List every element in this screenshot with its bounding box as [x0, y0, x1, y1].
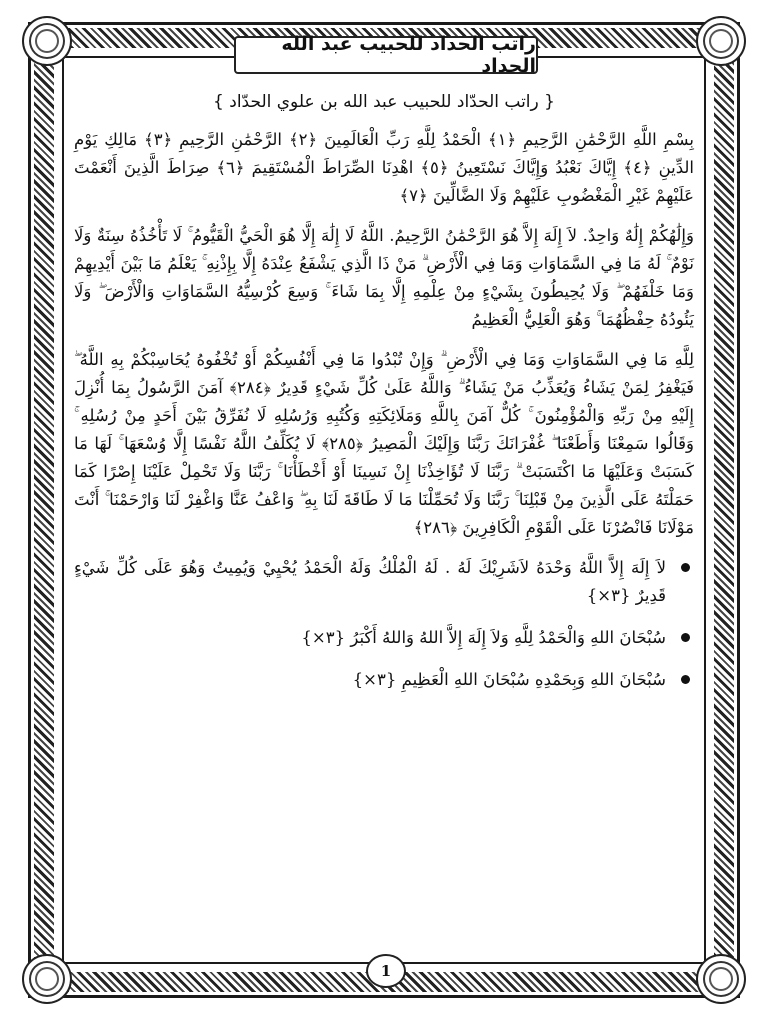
list-item	[74, 554, 694, 610]
corner-ornament-icon	[22, 954, 72, 1004]
fatiha-paragraph: بِسْمِ اللَّهِ الرَّحْمَٰنِ الرَّحِيمِ ﴿١﴾ الْحَمْدُ لِلَّهِ رَبِّ الْعَالَمِينَ ﴿٢﴾ الرَّحْمَٰنِ الرَّحِيمِ ﴿٣﴾ مَالِكِ يَوْمِ الدِّينِ ﴿٤﴾ إِيَّاكَ نَعْبُدُ وَإِيَّاكَ نَسْتَعِينُ ﴿٥﴾ اهْدِنَا الصِّرَاطَ الْمُسْتَقِيمَ ﴿٦﴾ صِرَاطَ الَّذِينَ أَنْعَمْتَ عَلَيْهِمْ غَيْرِ الْمَغْضُوبِ عَلَيْهِمْ وَلَا الضَّالِّينَ ﴿٧﴾	[74, 130, 694, 205]
baqarah-end-paragraph: لِلَّهِ مَا فِي السَّمَاوَاتِ وَمَا فِي الْأَرْضِ ۗ وَإِنْ تُبْدُوا مَا فِي أَنْفُسِكُمْ أَوْ تُخْفُوهُ يُحَاسِبْكُمْ بِهِ اللَّهُ ۖ فَيَغْفِرُ لِمَنْ يَشَاءُ وَيُعَذِّبُ مَنْ يَشَاءُ ۗ وَاللَّهُ عَلَىٰ كُلِّ شَيْءٍ قَدِيرٌ ﴿٢٨٤﴾ آمَنَ الرَّسُولُ بِمَا أُنْزِلَ إِلَيْهِ مِنْ رَبِّهِ وَالْمُؤْمِنُونَ ۚ كُلٌّ آمَنَ بِاللَّهِ وَمَلَائِكَتِهِ وَكُتُبِهِ وَرُسُلِهِ لَا نُفَرِّقُ بَيْنَ أَحَدٍ مِنْ رُسُلِهِ ۚ وَقَالُوا سَمِعْنَا وَأَطَعْنَا ۖ غُفْرَانَكَ رَبَّنَا وَإِلَيْكَ الْمَصِيرُ ﴿٢٨٥﴾ لَا يُكَلِّفُ اللَّهُ نَفْسًا إِلَّا وُسْعَهَا ۚ لَهَا مَا كَسَبَتْ وَعَلَيْهَا مَا اكْتَسَبَتْ ۗ رَبَّنَا لَا تُؤَاخِذْنَا إِنْ نَسِينَا أَوْ أَخْطَأْنَا ۚ رَبَّنَا وَلَا تَحْمِلْ عَلَيْنَا إِصْرًا كَمَا حَمَلْتَهُ عَلَى الَّذِينَ مِنْ قَبْلِنَا ۚ رَبَّنَا وَلَا تُحَمِّلْنَا مَا لَا طَاقَةَ لَنَا بِهِ ۖ وَاعْفُ عَنَّا وَاغْفِرْ لَنَا وَارْحَمْنَا ۚ أَنْتَ مَوْلَانَا فَانْصُرْنَا عَلَى الْقَوْمِ الْكَافِرِينَ ﴿٢٨٦﴾	[74, 350, 694, 537]
document-body	[74, 88, 694, 948]
ayat-kursi-paragraph: وَإِلَٰهُكُمْ إِلَٰهٌ وَاحِدٌ. لاَ إِلَهَ إِلاَّ هُوَ الرَّحْمَٰنُ الرَّحِيمُ. اللَّهُ لَا إِلَٰهَ إِلَّا هُوَ الْحَيُّ الْقَيُّومُ ۚ لَا تَأْخُذُهُ سِنَةٌ وَلَا نَوْمٌ ۚ لَهُ مَا فِي السَّمَاوَاتِ وَمَا فِي الْأَرْضِ ۗ مَنْ ذَا الَّذِي يَشْفَعُ عِنْدَهُ إِلَّا بِإِذْنِهِ ۚ يَعْلَمُ مَا بَيْنَ أَيْدِيهِمْ وَمَا خَلْفَهُمْ ۖ وَلَا يُحِيطُونَ بِشَيْءٍ مِنْ عِلْمِهِ إِلَّا بِمَا شَاءَ ۚ وَسِعَ كُرْسِيُّهُ السَّمَاوَاتِ وَالْأَرْضَ ۖ وَلَا يَئُودُهُ حِفْظُهُمَا ۚ وَهُوَ الْعَلِيُّ الْعَظِيمُ	[74, 226, 694, 329]
dhikr-text: لاَ إِلَهَ إِلاَّ اللَّهُ وَحْدَهُ لاَشَرِيْكَ لَهُ . لَهُ الْمُلْكُ وَلَهُ الْحَمْدُ يُحْيِيْ وَيُمِيتُ وَهُوَ عَلَى كُلِّ شَيْءٍ قَدِيرٌ {٣×}	[74, 558, 666, 605]
page-number: 1	[366, 954, 406, 988]
corner-ornament-icon	[22, 16, 72, 66]
dhikr-list	[74, 554, 694, 694]
corner-ornament-icon	[696, 954, 746, 1004]
header-title: راتب الحداد للحبيب عبد الله الحداد	[234, 36, 538, 74]
corner-ornament-icon	[696, 16, 746, 66]
list-item	[74, 666, 694, 694]
bullet-icon	[681, 563, 690, 572]
dhikr-text: سُبْحَانَ اللهِ وَبِحَمْدِهِ سُبْحَانَ اللهِ الْعَظِيمِ {٣×}	[352, 670, 666, 689]
document-title: { راتب الحدّاد للحبيب عبد الله بن علوي الحدّاد }	[213, 92, 555, 112]
list-item	[74, 624, 694, 652]
bullet-icon	[681, 675, 690, 684]
bullet-icon	[681, 633, 690, 642]
dhikr-text: سُبْحَانَ اللهِ وَالْحَمْدُ لِلَّهِ وَلاَ إِلَهَ إِلاَّ اللهُ وَاللهُ أَكْبَرُ {٣×}	[301, 628, 666, 647]
